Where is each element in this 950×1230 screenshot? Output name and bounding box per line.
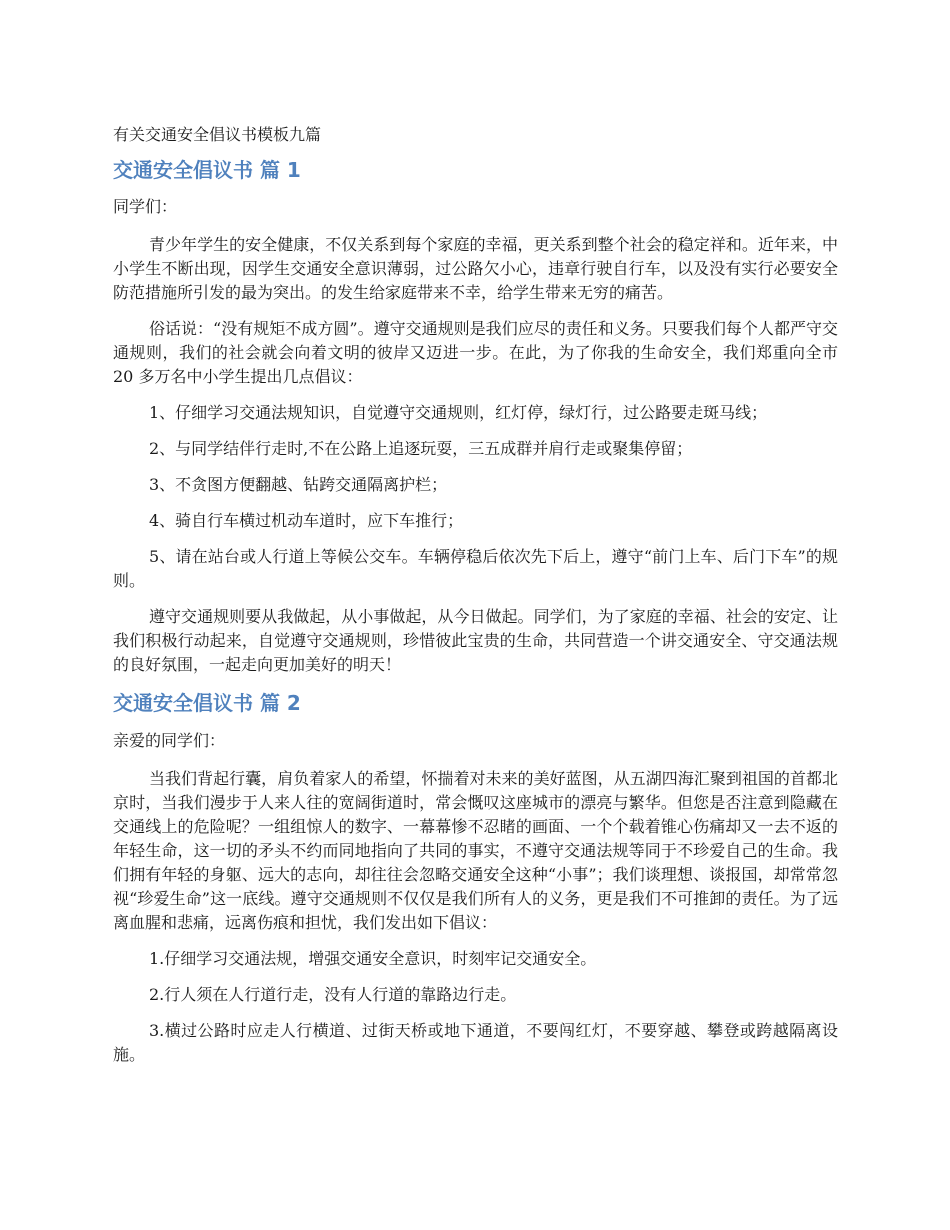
list-item: 3、不贪图方便翻越、钻跨交通隔离护栏； (149, 475, 448, 494)
section-2 (113, 689, 838, 1067)
list-item: 4、骑自行车横过机动车道时，应下车推行； (149, 511, 464, 530)
paragraph: 俗话说：“没有规矩不成方圆”。遵守交通规则是我们应尽的责任和义务。只要我们每个人都严守交通规则，我们的社会就会向着文明的彼岸又迈进一步。在此，为了你我的生命安全，我们郑重向全市 20 多万名中小学生提出几点倡议： (113, 319, 838, 386)
salutation: 同学们： (113, 197, 178, 216)
list-item: 2、与同学结伴行走时,不在公路上追逐玩耍，三五成群并肩行走或聚集停留； (149, 439, 693, 458)
list-item: 2.行人须在人行道行走，没有人行道的靠路边行走。 (149, 985, 517, 1004)
paragraph: 遵守交通规则要从我做起，从小事做起，从今日做起。同学们，为了家庭的幸福、社会的安定、让我们积极行动起来，自觉遵守交通规则，珍惜彼此宝贵的生命，共同营造一个讲交通安全、守交通法规的良好氛围，一起走向更加美好的明天！ (113, 607, 838, 674)
salutation: 亲爱的同学们： (113, 731, 226, 750)
section-1 (113, 156, 838, 677)
paragraph: 当我们背起行囊，肩负着家人的希望，怀揣着对未来的美好蓝图，从五湖四海汇聚到祖国的首都北京时，当我们漫步于人来人往的宽阔街道时，常会慨叹这座城市的漂亮与繁华。但您是否注意到隐藏在交通线上的危险呢？一组组惊人的数字、一幕幕惨不忍睹的画面、一个个载着锥心伤痛却又一去不返的年轻生命，这一切的矛头不约而同地指向了共同的事实，不遵守交通法规等同于不珍爱自己的生命。我们拥有年轻的身躯、远大的志向，却往往会忽略交通安全这种“小事”；我们谈理想、谈报国，却常常忽视“珍爱生命”这一底线。遵守交通规则不仅仅是我们所有人的义务，更是我们不可推卸的责任。为了远离血腥和悲痛，远离伤痕和担忧，我们发出如下倡议： (113, 769, 838, 932)
list-item: 5、请在站台或人行道上等候公交车。车辆停稳后依次先下后上，遵守“前门上车、后门下车”的规则。 (113, 547, 838, 590)
document-title: 有关交通安全倡议书模板九篇 (113, 125, 322, 144)
section-heading: 交通安全倡议书 篇 1 (113, 158, 301, 182)
section-heading: 交通安全倡议书 篇 2 (113, 691, 301, 715)
list-item: 1.仔细学习交通法规，增强交通安全意识，时刻牢记交通安全。 (149, 949, 597, 968)
paragraph: 青少年学生的安全健康，不仅关系到每个家庭的幸福，更关系到整个社会的稳定祥和。近年来，中小学生不断出现，因学生交通安全意识薄弱，过公路欠小心，违章行驶自行车，以及没有实行必要安全防范措施所引发的最为突出。的发生给家庭带来不幸，给学生带来无穷的痛苦。 (113, 235, 838, 302)
list-item: 1、仔细学习交通法规知识，自觉遵守交通规则，红灯停，绿灯行，过公路要走斑马线； (149, 403, 768, 422)
list-item: 3.横过公路时应走人行横道、过街天桥或地下通道，不要闯红灯，不要穿越、攀登或跨越隔离设施。 (113, 1021, 838, 1064)
document-body (113, 122, 838, 1079)
